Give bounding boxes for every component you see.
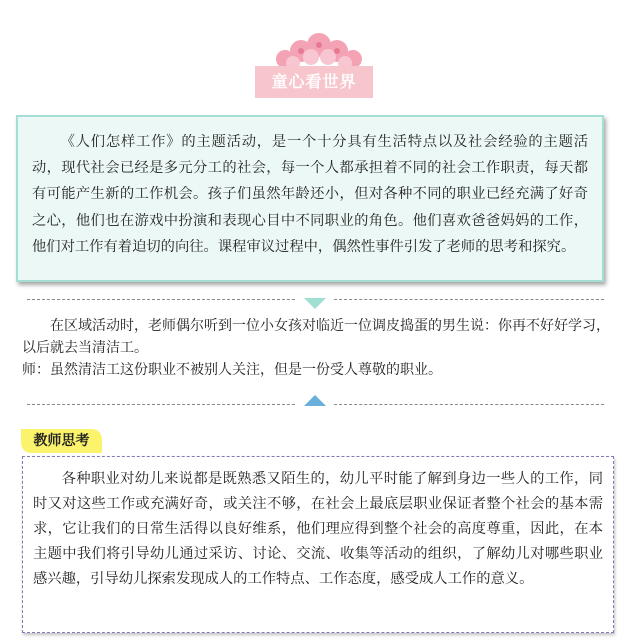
divider-left-top: [27, 299, 295, 300]
page-title: 童心看世界: [255, 66, 373, 98]
triangle-up-icon: [304, 395, 326, 406]
intro-box: [16, 115, 604, 282]
reflection-paragraph: 各种职业对幼儿来说都是既熟悉又陌生的，幼儿平时能了解到身边一些人的工作，同时又对这些工作或充满好奇，或关注不够，在社会上最底层职业保证者整个社会的基本需求，它让我们的日常生活得以良好维系，他们理应得到整个社会的高度尊重，因此，在本主题中我们将引导幼儿通过采访、讨论、交流、收集等活动的组织，了解幼儿对哪些职业感兴趣，引导幼儿探索发现成人的工作特点、工作态度，感受成人工作的意义。: [33, 471, 603, 587]
triangle-down-icon: [304, 298, 326, 309]
reflection-tag: 教师思考: [21, 429, 102, 453]
story-section: [22, 315, 617, 381]
reflection-box: [22, 456, 614, 633]
divider-left-bottom: [27, 404, 295, 405]
header: [0, 0, 635, 104]
divider-right-top: [334, 299, 604, 300]
intro-paragraph: 《人们怎样工作》的主题活动，是一个十分具有生活特点以及社会经验的主题活动，现代社会已经是多元分工的社会，每一个人都承担着不同的社会工作职责，每天都有可能产生新的工作机会。孩子们虽然年龄还小，但对各种不同的职业已经充满了好奇之心，他们也在游戏中扮演和表现心目中不同职业的角色。他们喜欢爸爸妈妈的工作，他们对工作有着迫切的向往。课程审议过程中，偶然性事件引发了老师的思考和探究。: [32, 134, 588, 255]
story-line-1: 在区域活动时，老师偶尔听到一位小女孩对临近一位调皮捣蛋的男生说：你再不好好学习，以后就去当清洁工。: [22, 318, 610, 356]
story-line-2: 师：虽然清洁工这份职业不被别人关注，但是一份受人尊敬的职业。: [22, 362, 442, 378]
divider-right-bottom: [334, 404, 604, 405]
